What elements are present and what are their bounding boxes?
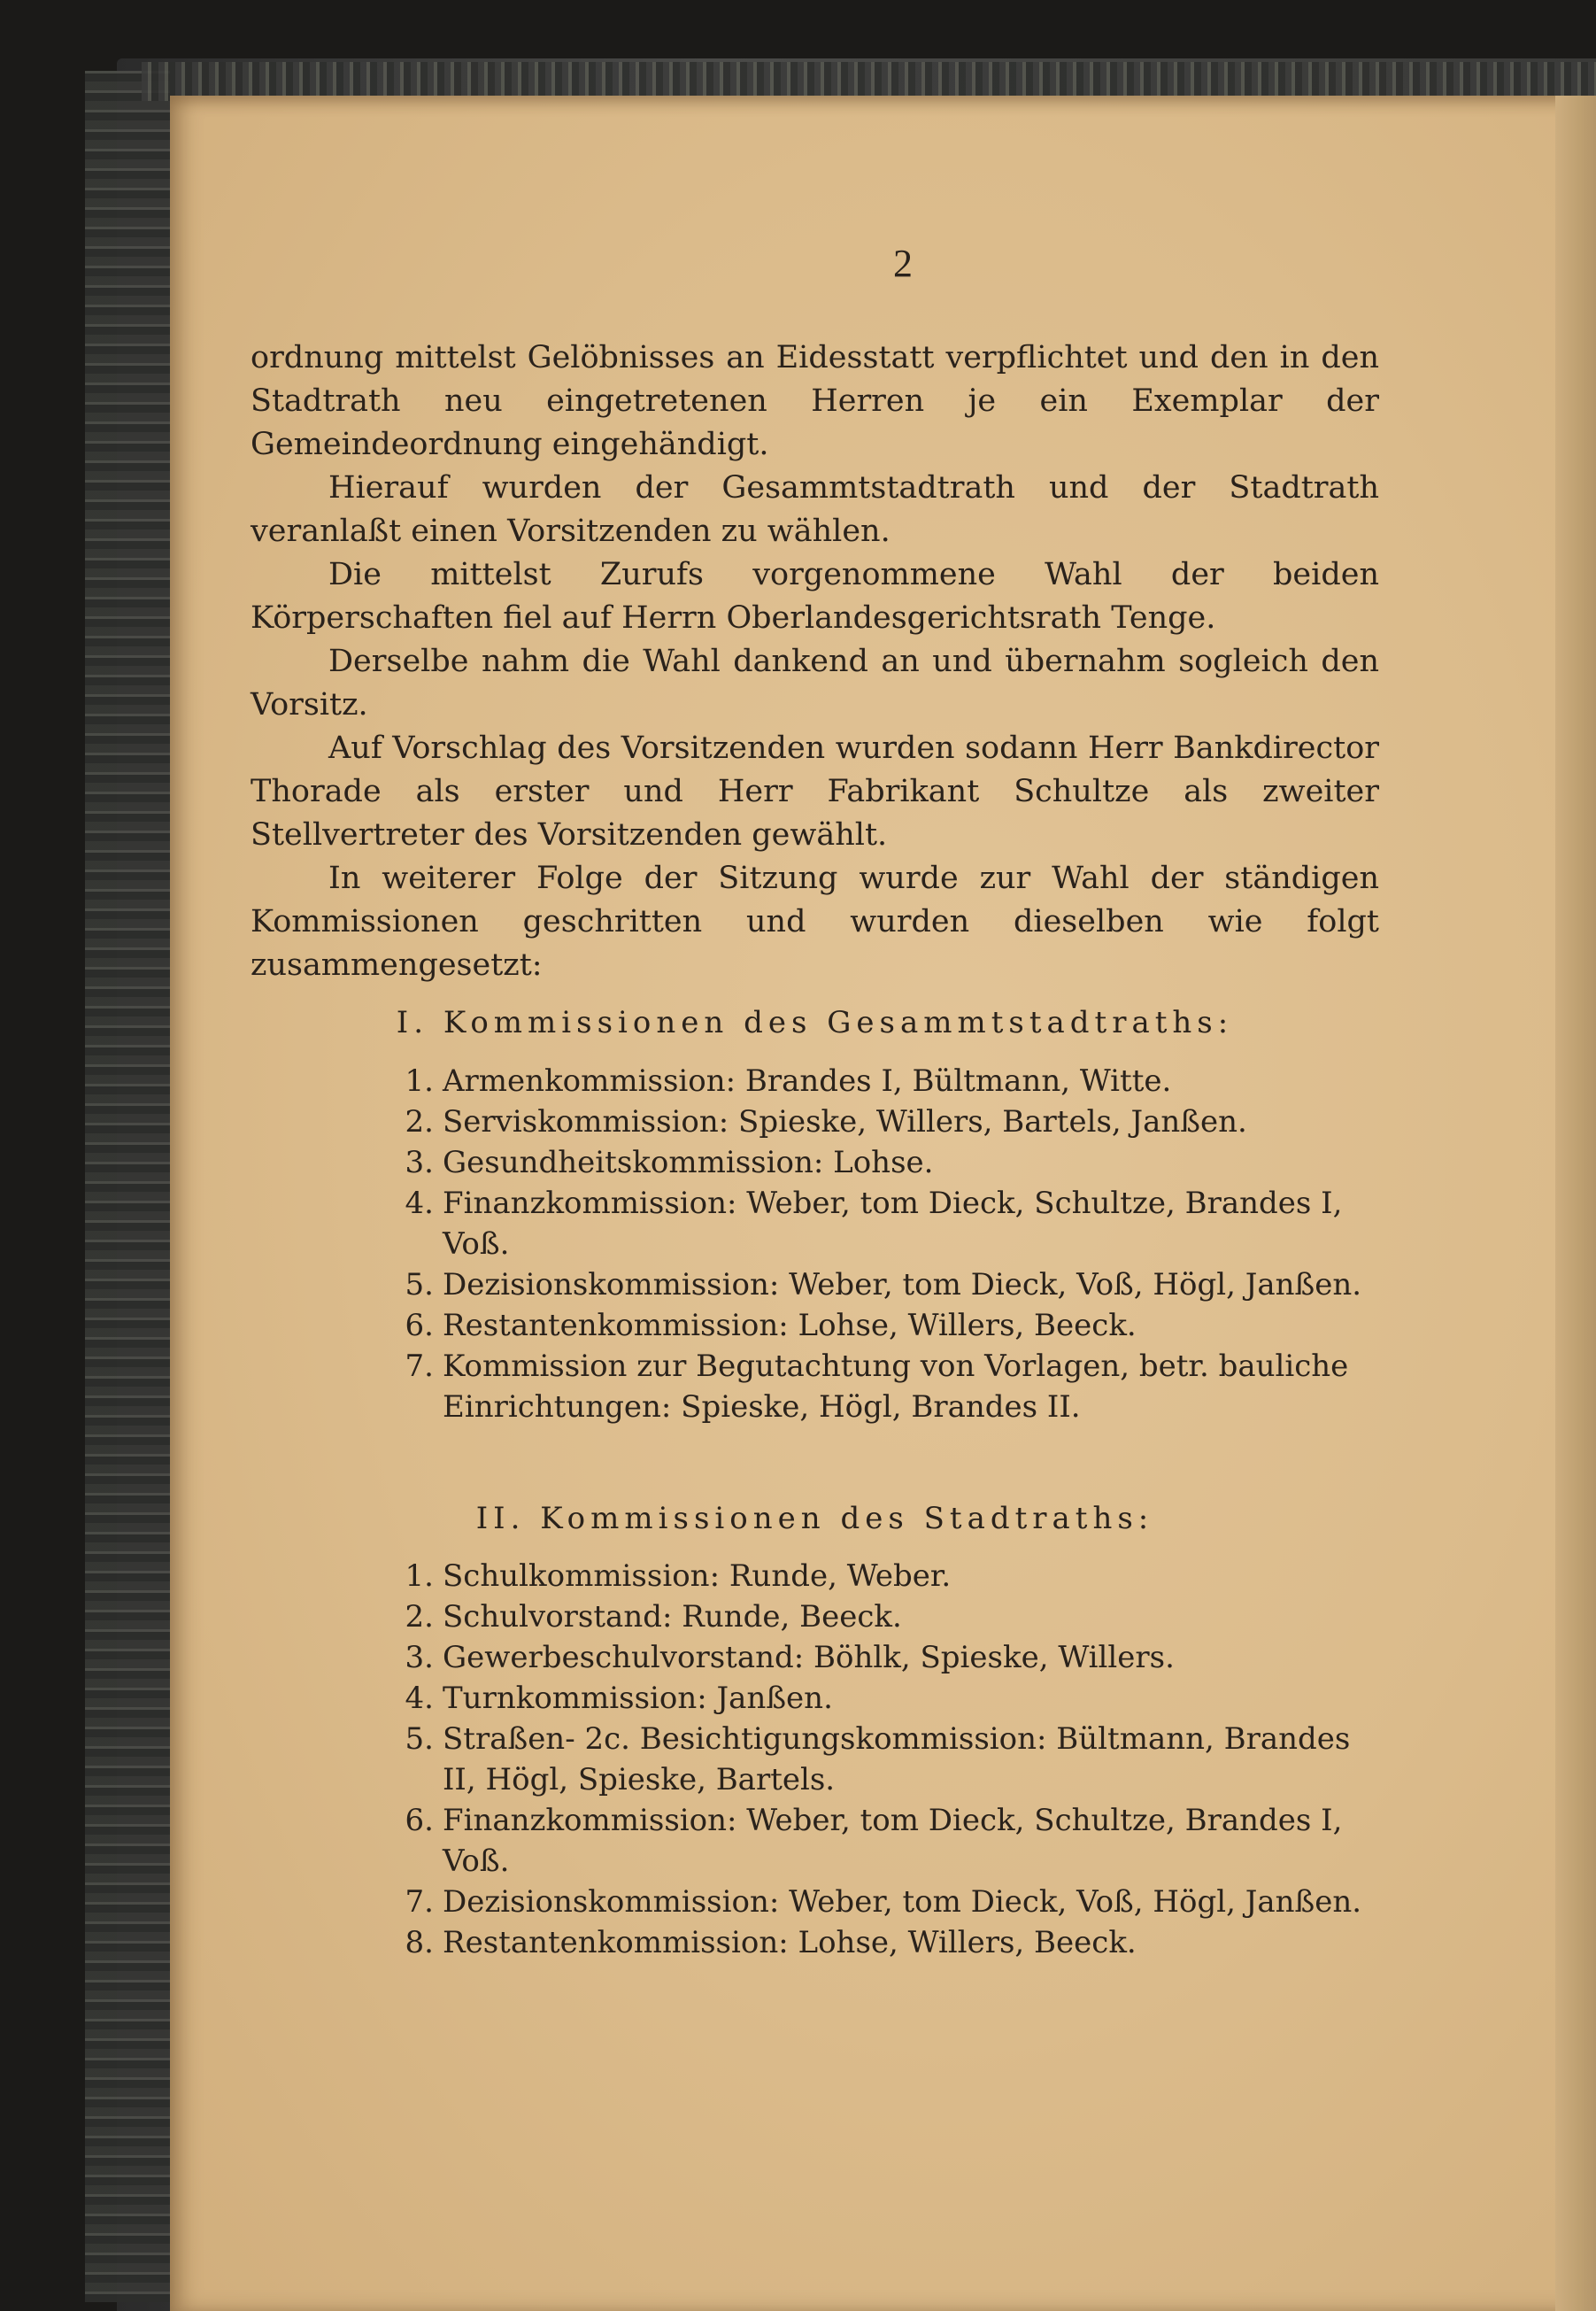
next-page-edge — [1555, 96, 1596, 2311]
paragraph-5: Auf Vorschlag des Vorsitzenden wurden sodann Herr Bankdirector Thorade als erster und Herr Fabrikant Schultze als zweiter Stellvertreter des Vorsitzenden gewählt. — [251, 730, 1379, 853]
cover-spine-edge — [85, 71, 170, 2302]
list-item — [405, 1922, 1381, 1963]
list-item — [405, 1719, 1381, 1800]
item-text: Kommission zur Begutachtung von Vorlagen, betr. bauliche Einrichtungen: Spieske, Högl, Brandes II. — [443, 1349, 1349, 1425]
list-item — [405, 1346, 1381, 1427]
list-item — [405, 1142, 1381, 1183]
list-item — [405, 1596, 1381, 1637]
item-number: 1. — [405, 1063, 434, 1099]
commission-list-2 — [405, 1556, 1381, 1963]
commission-list-1 — [405, 1061, 1381, 1427]
list-item — [405, 1183, 1381, 1264]
item-text: Serviskommission: Spieske, Willers, Bartels, Janßen. — [443, 1104, 1247, 1140]
section-heading-2: II. Kommissionen des Stadtraths: — [475, 1501, 1154, 1536]
item-number: 6. — [405, 1803, 434, 1838]
item-text: Restantenkommission: Lohse, Willers, Beeck. — [443, 1925, 1137, 1960]
paragraph-1: ordnung mittelst Gelöbnisses an Eidesstatt verpflichtet und den in den Stadtrath neu eingetretenen Herren je ein Exemplar der Gemeindeordnung eingehändigt. — [251, 340, 1379, 462]
item-text: Dezisionskommission: Weber, tom Dieck, Voß, Högl, Janßen. — [443, 1884, 1362, 1920]
item-text: Straßen- 2c. Besichtigungskommission: Bültmann, Brandes II, Högl, Spieske, Bartels. — [443, 1721, 1351, 1797]
list-item — [405, 1101, 1381, 1142]
item-text: Gesundheitskommission: Lohse. — [443, 1145, 934, 1180]
item-text: Turnkommission: Janßen. — [443, 1681, 833, 1716]
item-number: 2. — [405, 1599, 434, 1635]
list-item — [405, 1678, 1381, 1719]
paragraph-2: Hierauf wurden der Gesammtstadtrath und der Stadtrath veranlaßt einen Vorsitzenden zu wählen. — [251, 470, 1379, 549]
item-text: Schulkommission: Runde, Weber. — [443, 1558, 952, 1594]
item-text: Finanzkommission: Weber, tom Dieck, Schultze, Brandes I, Voß. — [443, 1803, 1343, 1879]
item-number: 5. — [405, 1267, 434, 1302]
item-text: Finanzkommission: Weber, tom Dieck, Schultze, Brandes I, Voß. — [443, 1186, 1343, 1262]
item-number: 7. — [405, 1884, 434, 1920]
item-number: 1. — [405, 1558, 434, 1594]
item-text: Dezisionskommission: Weber, tom Dieck, Voß, Högl, Janßen. — [443, 1267, 1362, 1302]
item-number: 3. — [405, 1145, 434, 1180]
list-item — [405, 1556, 1381, 1596]
item-number: 6. — [405, 1308, 434, 1343]
list-item — [405, 1800, 1381, 1882]
paragraph-3: Die mittelst Zurufs vorgenommene Wahl der beiden Körperschaften fiel auf Herrn Oberlandesgerichtsrath Tenge. — [251, 557, 1379, 636]
page-number: 2 — [893, 242, 913, 285]
item-number: 4. — [405, 1681, 434, 1716]
section-heading-1: I. Kommissionen des Gesammtstadtraths: — [396, 1005, 1234, 1040]
item-number: 4. — [405, 1186, 434, 1221]
item-number: 5. — [405, 1721, 434, 1757]
list-item — [405, 1882, 1381, 1922]
item-text: Schulvorstand: Runde, Beeck. — [443, 1599, 902, 1635]
item-text: Gewerbeschulvorstand: Böhlk, Spieske, Willers. — [443, 1640, 1175, 1675]
item-text: Restantenkommission: Lohse, Willers, Beeck. — [443, 1308, 1137, 1343]
list-item — [405, 1305, 1381, 1346]
item-number: 3. — [405, 1640, 434, 1675]
list-item — [405, 1264, 1381, 1305]
paragraph-6: In weiterer Folge der Sitzung wurde zur Wahl der ständigen Kommissionen geschritten und wurden dieselben wie folgt zusammengesetzt: — [251, 861, 1379, 983]
list-item — [405, 1637, 1381, 1678]
paragraph-4: Derselbe nahm die Wahl dankend an und übernahm sogleich den Vorsitz. — [251, 644, 1379, 723]
item-number: 8. — [405, 1925, 434, 1960]
item-number: 7. — [405, 1349, 434, 1384]
item-text: Armenkommission: Brandes I, Bültmann, Witte. — [443, 1063, 1172, 1099]
list-item — [405, 1061, 1381, 1101]
item-number: 2. — [405, 1104, 434, 1140]
